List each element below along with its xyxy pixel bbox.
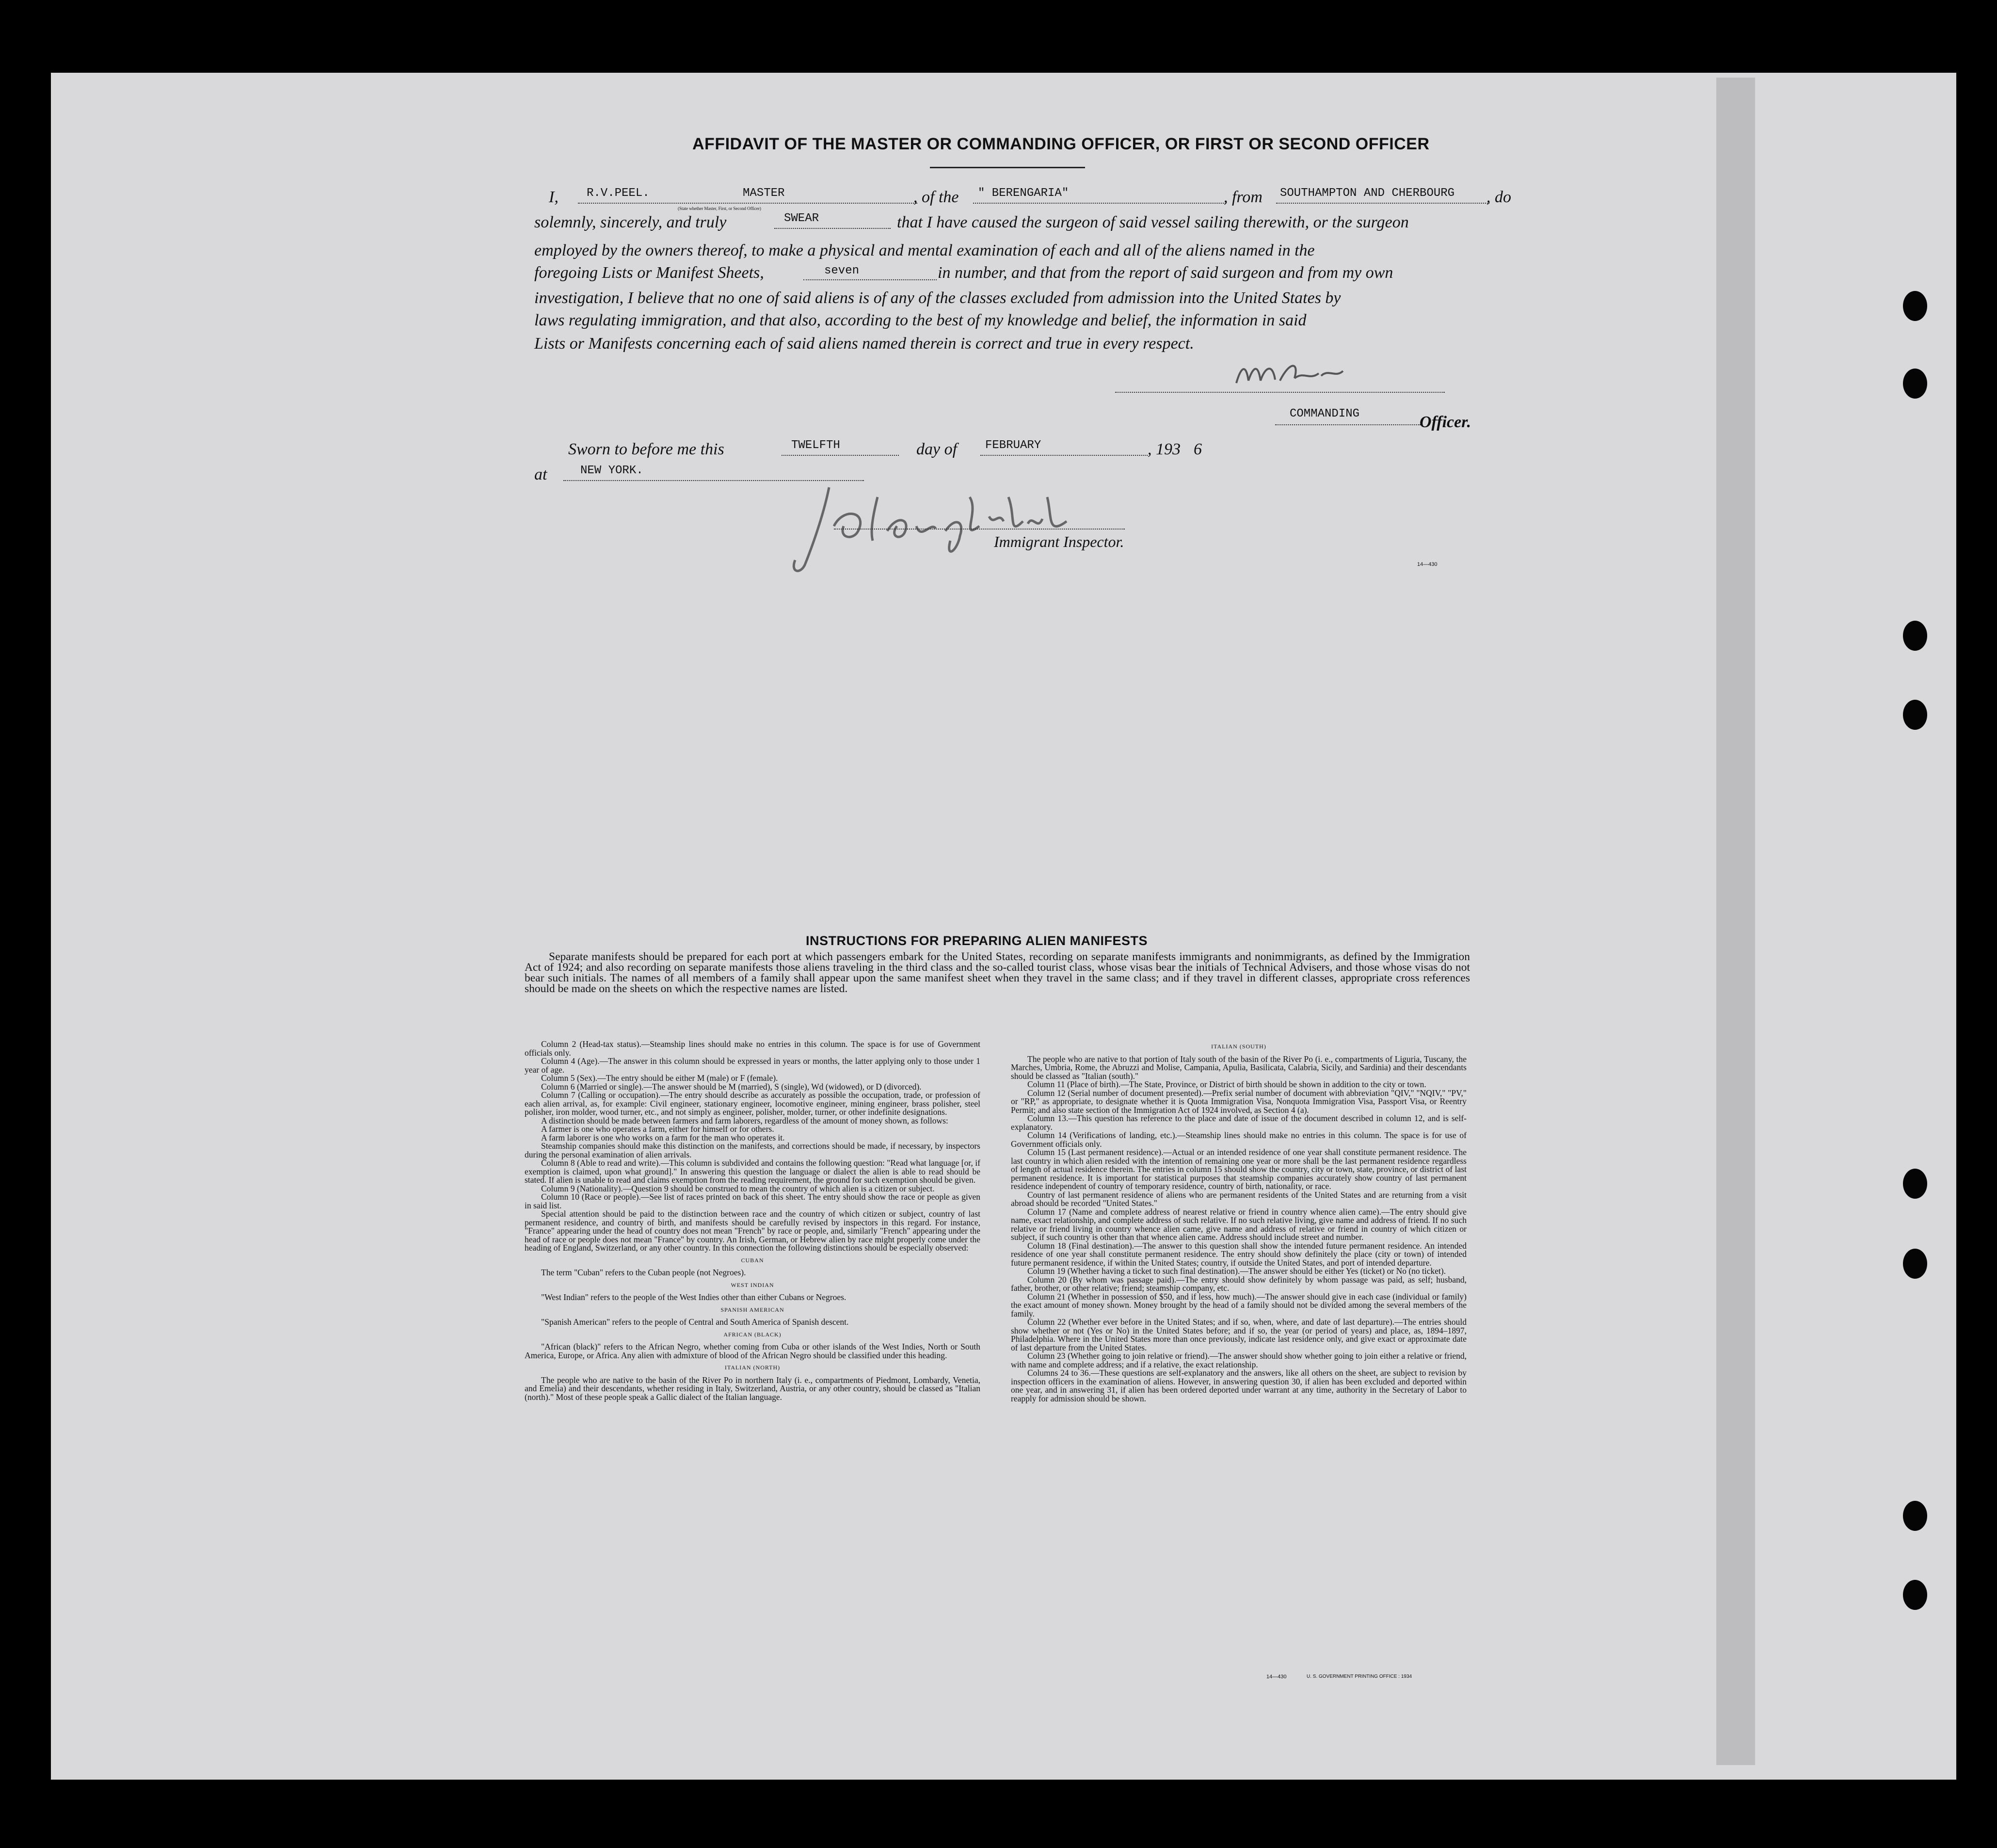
inspector-label: Immigrant Inspector.	[994, 533, 1124, 550]
sheet-count-field-line	[803, 279, 937, 280]
sworn-day-field-line	[782, 455, 899, 456]
punch-hole	[1903, 1501, 1927, 1531]
form-number-top: 14—430	[1417, 562, 1438, 567]
do-text: , do	[1486, 188, 1511, 206]
instruction-paragraph: Column 18 (Final destination).—The answer to this question shall show the intended future permanent residence. An intended residence of one year shall constitute permanent residence. The entry should show definitely the place (city or town) of intended future permanent residence, if within the United States; country, if outside the United States, and port of intended departure.	[1011, 1240, 1467, 1268]
italian-north-definition: The people who are native to the basin of the River Po in northern Italy (i. e., compartments of Piedmont, Lombardy, Venetia, and Emelia) and their descendants, whether residing in Italy, Switzerland, Austria, or any other country, should be classed as "Italian (north)." Most of these people speak a Gallic dialect of the Italian language.	[525, 1375, 980, 1402]
instruction-paragraph: Columns 24 to 36.—These questions are self-explanatory and the answers, like all others on the sheet, are subject to revision by inspection officers in the examination of aliens. However, in answering question 30, if alien has been excluded and deported within one year, and in answering 31, if alien has been ordered deported under warrant at any time, authority in the Secretary of Labor to reapply for admission should be shown.	[1011, 1368, 1467, 1403]
officer-suffix: Officer.	[1420, 413, 1471, 431]
sworn-month-value: FEBRUARY	[985, 439, 1041, 452]
master-signature-line	[1115, 392, 1445, 393]
master-name-value: R.V.PEEL.	[587, 187, 650, 200]
left-instruction-column	[525, 1040, 980, 1401]
pronoun-i: I,	[549, 188, 559, 206]
of-the-text: , of the	[913, 188, 959, 206]
instruction-paragraph: Column 12 (Serial number of document presented).—Prefix serial number of document with abbreviation "QIV," "NQIV," "PV," or "RP," as appropriate, to designate whether it is Quota Immigration Visa, Nonquota Immigration Visa, Passport Visa, or Reentry Permit; and also state section of the Immigration Act of 1924 involved, as Section 4 (a).	[1011, 1088, 1467, 1115]
inspector-signature	[776, 468, 1125, 579]
instruction-paragraph: Column 7 (Calling or occupation).—The entry should describe as accurately as possible the occupation, trade, or profession of each alien arrival, as, for example: Civil engineer, stationary engineer, locomotive engineer, mining engineer, brass polisher, steel polisher, iron molder, wood turner, etc., and not simply as engineer, polisher, molder, turner, or other indefinite designations.	[525, 1090, 980, 1117]
section-heading-west-indian: WEST INDIAN	[731, 1281, 774, 1288]
spanish-american-definition: "Spanish American" refers to the people of Central and South America of Spanish descent.	[541, 1317, 849, 1327]
punch-hole	[1903, 1580, 1927, 1610]
punch-hole	[1903, 621, 1927, 651]
vessel-name-value: " BERENGARIA"	[978, 187, 1069, 200]
year-digit-value: 6	[1194, 440, 1202, 458]
surgeon-text: that I have caused the surgeon of said vessel sailing therewith, or the surgeon	[897, 213, 1409, 231]
oath-field-line	[774, 228, 891, 229]
punch-hole	[1903, 369, 1927, 399]
instruction-paragraph: A farmer is one who operates a farm, either for himself or for others.	[541, 1124, 774, 1134]
punch-hole	[1903, 1249, 1927, 1279]
instruction-paragraph: Column 11 (Place of birth).—The State, Province, or District of birth should be shown in addition to the city or town.	[1027, 1079, 1426, 1089]
sworn-line	[568, 435, 1247, 465]
instruction-paragraph: Column 2 (Head-tax status).—Steamship lines should make no entries in this column. The space is for use of Government officials only.	[525, 1039, 980, 1058]
ports-field-line	[1276, 203, 1489, 204]
instruction-paragraph: Column 14 (Verifications of landing, etc.).—Steamship lines should make no entries in this column. The space is for use of Government officials only.	[1011, 1130, 1467, 1149]
instructions-intro: Separate manifests should be prepared for each port at which passengers embark for the United States, recording on separate manifests immigrants and nonimmigrants, as defined by the Immigration Act of 1924; and also recording on separate manifests those aliens traveling in the third class and the so-called tourist class, whose visas bear the initials of Technical Advisers, and those whose visas do not bear such initials. The names of all members of a family shall appear upon the same manifest sheet when they travel in the same class; and if they travel in different classes, appropriate cross references should be made on the sheets on which the respective names are listed.	[525, 950, 1470, 995]
instruction-paragraph: Country of last permanent residence of aliens who are permanent residents of the United States and are returning from a visit abroad should be recorded "United States."	[1011, 1189, 1467, 1208]
instruction-paragraph: Steamship companies should make this distinction on the manifests, and corrections should be made, if necessary, by inspectors during the personal examination of alien arrivals.	[525, 1141, 980, 1159]
instruction-paragraph: Column 15 (Last permanent residence).—Actual or an intended residence of one year shall constitute permanent residence. The last country in which alien resided with the intention of remaining one year or more shall be the last permanent residence regardless of length of actual residence therein. The entries in column 15 should show the country, city or town, state, province, or district of last permanent residence. It is important for statistical purposes that steamship companies accurately show country of last permanent residence independent of country of temporary residence, country of birth, nationality, or race.	[1011, 1147, 1467, 1191]
oath-value: SWEAR	[784, 212, 819, 225]
foregoing-lists-text: foregoing Lists or Manifest Sheets,	[534, 264, 764, 282]
affidavit-line-3: employed by the owners thereof, to make a physical and mental examination of each and all of the aliens named in the	[534, 241, 1315, 259]
master-signature	[1227, 356, 1372, 390]
affidavit-line-2	[534, 209, 1528, 238]
at-text: at	[534, 466, 547, 483]
day-of-text: day of	[916, 440, 958, 458]
section-heading-cuban: CUBAN	[741, 1256, 764, 1264]
instruction-paragraph: Column 23 (Whether going to join relative or friend).—The answer should show whether going to join either a relative or friend, with name and complete address; and if a relative, the exact relationship.	[1011, 1351, 1467, 1369]
master-rank-value: MASTER	[743, 187, 785, 200]
punch-hole	[1903, 291, 1927, 321]
section-heading-spanish-american: SPANISH AMERICAN	[720, 1306, 784, 1313]
instruction-paragraph: Column 20 (By whom was passage paid).—The entry should show definitely by whom passage was paid, as self; husband, father, brother, or other relative; friend; steamship company, etc.	[1011, 1274, 1467, 1293]
place-value: NEW YORK.	[580, 464, 643, 477]
footer-printer-line: U. S. GOVERNMENT PRINTING OFFICE : 1934	[1307, 1674, 1412, 1679]
rank-instruction-note: (State whether Master, First, or Second Officer)	[678, 206, 761, 211]
affidavit-line-5: investigation, I believe that no one of said aliens is of any of the classes excluded from admission into the United States by	[534, 289, 1341, 307]
west-indian-definition: "West Indian" refers to the people of the West Indies other than either Cubans or Negroes.	[541, 1292, 847, 1302]
instruction-paragraph: Special attention should be paid to the distinction between race and the country of which citizen or subject, country of last permanent residence, and country of birth, and manifests should be carefully revised by inspectors in this regard. For instance, "France" appearing under the head of country does not mean "French" by race or people, and, similarly "French" appearing under the head of race or people does not mean "France" by country. An Irish, German, or Hebrew alien by race might properly come under the heading of England, Switzerland, or any other country. In this connection the following distinctions should be especially observed:	[525, 1209, 980, 1253]
section-heading-italian-north: ITALIAN (NORTH)	[724, 1364, 781, 1371]
instruction-paragraph: Column 10 (Race or people).—See list of races printed on back of this sheet. The entry should show the race or people as given in said list.	[525, 1192, 980, 1210]
instruction-paragraph: Column 19 (Whether having a ticket to such final destination).—The answer should be either Yes (ticket) or No (no ticket).	[1027, 1266, 1446, 1276]
instruction-paragraph: A distinction should be made between farmers and farm laborers, regardless of the amount of money shown, as follows:	[541, 1115, 948, 1125]
section-heading-italian-south: ITALIAN (SOUTH)	[1211, 1043, 1266, 1050]
master-field-line	[578, 203, 917, 204]
instruction-paragraph: Column 17 (Name and complete address of nearest relative or friend in country whence alien came).—The entry should give name, exact relationship, and complete address of such relative. If no such relative living, give name and address of friend. If no such relative or friend living in country whence alien came, give name and address of relative or friend in country of which citizen or subject, if such country is other than that whence alien came. Address should include street and number.	[1011, 1206, 1467, 1242]
year-prefix-text: , 193	[1148, 440, 1181, 458]
affidavit-title: AFFIDAVIT OF THE MASTER OR COMMANDING OFFICER, OR FIRST OR SECOND OFFICER	[692, 135, 1430, 153]
officer-title-value: COMMANDING	[1290, 407, 1360, 420]
from-text: , from	[1224, 188, 1262, 206]
instruction-paragraph: Column 5 (Sex).—The entry should be either M (male) or F (female).	[541, 1073, 778, 1083]
solemnly-text: solemnly, sincerely, and truly	[534, 213, 727, 231]
footer-form-number: 14—430	[1266, 1674, 1287, 1680]
african-definition: "African (black)" refers to the African Negro, whether coming from Cuba or other islands of the West Indies, North or South America, Europe, or Africa. Any alien with admixture of blood of the African Negro should be classified under this heading.	[525, 1342, 980, 1360]
officer-title-line	[1275, 424, 1421, 425]
instruction-paragraph: The people who are native to that portion of Italy south of the basin of the River Po (i. e., compartments of Liguria, Tuscany, the Marches, Umbria, Rome, the Abruzzi and Molise, Campania, Apulia, Basilicata, Calabria, Sicily, and Sardinia) and their descendants should be classed as "Italian (south)."	[1011, 1054, 1467, 1081]
sworn-day-value: TWELFTH	[791, 439, 840, 452]
right-instruction-column	[1011, 1043, 1467, 1403]
instruction-paragraph: Column 8 (Able to read and write).—This column is subdivided and contains the following question: "Read what language [or, if exemption is claimed, upon what ground]." In answering this question the language or dialect the alien is able to read should be stated. If alien is unable to read and claims exemption from the reading requirement, the ground for such exemption should be given.	[525, 1158, 980, 1185]
instructions-title: INSTRUCTIONS FOR PREPARING ALIEN MANIFESTS	[806, 933, 1148, 948]
affidavit-line-4	[534, 259, 1528, 288]
punch-hole	[1903, 700, 1927, 730]
affidavit-line-7: Lists or Manifests concerning each of said aliens named therein is correct and true in every respect.	[534, 335, 1194, 353]
instruction-paragraph: Column 4 (Age).—The answer in this column should be expressed in years or months, the latter applying only to those under 1 year of age.	[525, 1056, 980, 1075]
in-number-text: in number, and that from the report of said surgeon and from my own	[938, 264, 1393, 282]
vessel-field-line	[973, 203, 1226, 204]
instruction-paragraph: Column 6 (Married or single).—The answer should be M (married), S (single), Wd (widowed), or D (divorced).	[541, 1081, 922, 1092]
ports-value: SOUTHAMPTON AND CHERBOURG	[1280, 187, 1455, 200]
sheet-count-value: seven	[824, 264, 860, 277]
sworn-text: Sworn to before me this	[568, 440, 724, 458]
affidavit-line-6: laws regulating immigration, and that also, according to the best of my knowledge and belief, the information in said	[534, 311, 1307, 329]
instruction-paragraph: Column 13.—This question has reference to the place and date of issue of the document described in column 12, and is self-explanatory.	[1011, 1113, 1467, 1132]
title-rule	[930, 167, 1085, 168]
instruction-paragraph: Column 21 (Whether in possession of $50, and if less, how much).—The answer should give in each case (individual or family) the exact amount of money shown. Money brought by the head of a family should not be divided among the several members of the family.	[1011, 1291, 1467, 1318]
instruction-paragraph: Column 9 (Nationality).—Question 9 should be construed to mean the country of which alien is a citizen or subject.	[541, 1183, 935, 1193]
instruction-paragraph: Column 22 (Whether ever before in the United States; and if so, when, where, and date of last departure).—The entries should show whether or not (Yes or No) in the United States before; and if so, the year (or period of years) and place, as, 1894–1897, Philadelphia. Where in the United States more than once previously, indicate last residence only, and give exact or approximate date of last departure from the United States.	[1011, 1317, 1467, 1352]
page-edge-shadow	[1716, 78, 1755, 1765]
sworn-month-field-line	[980, 455, 1148, 456]
section-heading-african: AFRICAN (BLACK)	[723, 1331, 782, 1338]
cuban-definition: The term "Cuban" refers to the Cuban people (not Negroes).	[541, 1268, 746, 1277]
punch-hole	[1903, 1169, 1927, 1199]
instruction-paragraph: A farm laborer is one who works on a farm for the man who operates it.	[541, 1132, 785, 1142]
